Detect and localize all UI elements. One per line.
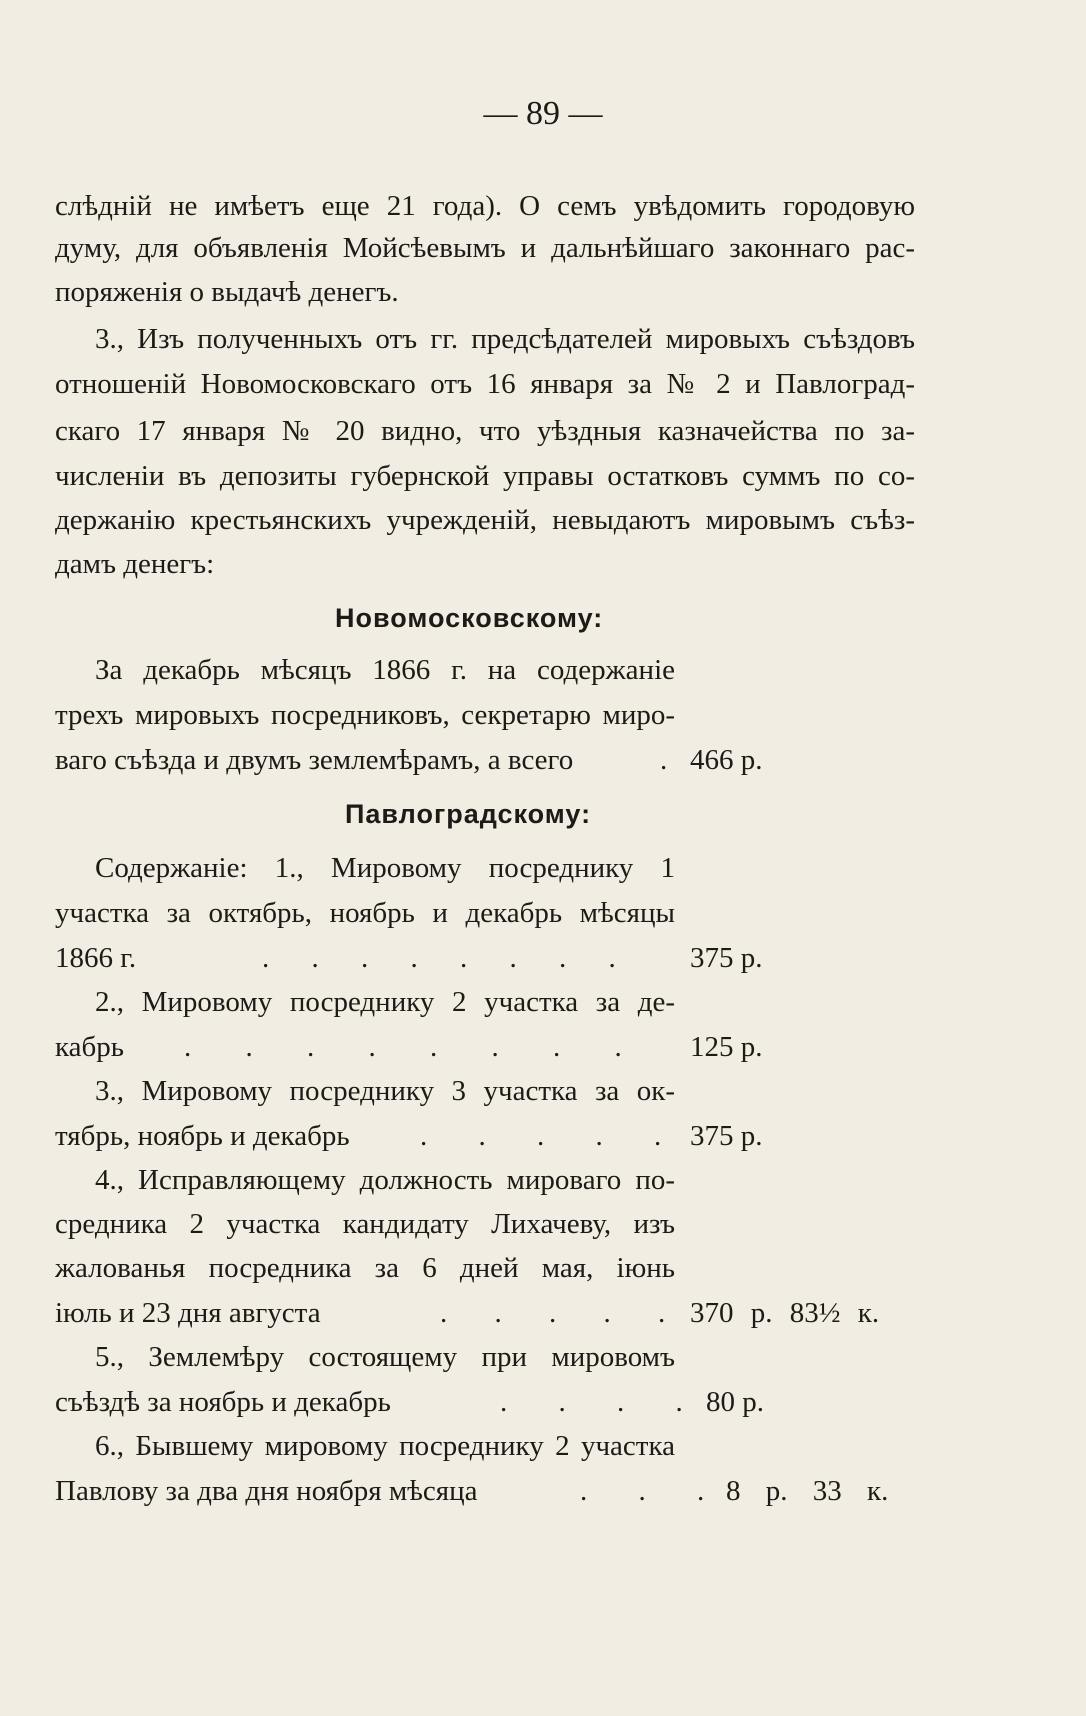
text-line: жалованья посредника за 6 дней мая, іюнь xyxy=(55,1252,675,1284)
text-line: поряженія о выдачѣ денегъ. xyxy=(55,276,399,308)
text-line: 1866 г. xyxy=(55,942,137,974)
amount: 375 р. xyxy=(690,1120,763,1152)
dot-leader: . . . . . . . . xyxy=(184,1031,622,1063)
text-line: 5., Землемѣру состоящему при мировомъ xyxy=(95,1341,675,1373)
dot-leader: . . . . . . . . xyxy=(262,942,616,974)
amount: 466 р. xyxy=(690,744,763,776)
text-line: 3., Мировому посреднику 3 участка за ок- xyxy=(95,1075,675,1107)
text-line: іюль и 23 дня августа xyxy=(55,1297,321,1329)
text-line: 2., Мировому посреднику 2 участка за де- xyxy=(95,986,675,1018)
text-line: дамъ денегъ: xyxy=(55,548,215,580)
text-line: держанію крестьянскихъ учрежденій, невыдаютъ мировымъ съѣз- xyxy=(55,504,915,536)
text-line: скаго 17 января № 20 видно, что уѣздныя казначейства по за- xyxy=(55,415,915,447)
text-line: думу, для объявленія Мойсѣевымъ и дальнѣйшаго законнаго рас- xyxy=(55,232,915,264)
amount: 370 р. 83½ к. xyxy=(690,1297,880,1329)
text-line: ваго съѣзда и двумъ землемѣрамъ, а всего xyxy=(55,744,574,776)
dot-leader: . . . . xyxy=(500,1386,683,1418)
amount: 80 р. xyxy=(706,1386,764,1418)
text-line: 4., Исправляющему должность мироваго по- xyxy=(95,1164,675,1196)
dot-leader: . . . xyxy=(580,1475,705,1507)
text-line: кабрь xyxy=(55,1031,125,1063)
section-heading: Новомосковскому: xyxy=(335,603,604,633)
text-line: тябрь, ноябрь и декабрь xyxy=(55,1120,350,1152)
dot-leader: . . . . . xyxy=(440,1297,666,1329)
text-line: трехъ мировыхъ посредниковъ, секретарю миро- xyxy=(55,699,675,731)
text-line: численіи въ депозиты губернской управы остатковъ суммъ по со- xyxy=(55,460,915,492)
page-number: — 89 — xyxy=(483,95,603,132)
text-line: участка за октябрь, ноябрь и декабрь мѣсяцы xyxy=(55,897,675,929)
text-line: средника 2 участка кандидату Лихачеву, изъ xyxy=(55,1208,675,1240)
dot-leader: . xyxy=(660,744,668,776)
text-line: 3., Изъ полученныхъ отъ гг. предсѣдателей мировыхъ съѣздовъ xyxy=(95,323,915,355)
amount: 8 р. 33 к. xyxy=(726,1475,889,1507)
amount: 375 р. xyxy=(690,942,763,974)
text-line: Содержаніе: 1., Мировому посреднику 1 xyxy=(95,852,675,884)
text-line: За декабрь мѣсяцъ 1866 г. на содержаніе xyxy=(95,654,675,686)
text-line: съѣздѣ за ноябрь и декабрь xyxy=(55,1386,391,1418)
section-heading: Павлоградскому: xyxy=(345,799,592,829)
amount: 125 р. xyxy=(690,1031,763,1063)
dot-leader: . . . . . xyxy=(420,1120,662,1152)
text-line: 6., Бывшему мировому посреднику 2 участка xyxy=(95,1430,675,1462)
text-line: слѣдній не имѣетъ еще 21 года). О семъ увѣдомить городовую xyxy=(55,190,915,222)
text-line: Павлову за два дня ноября мѣсяца xyxy=(55,1475,478,1507)
text-line: отношеній Новомосковскаго отъ 16 января за № 2 и Павлоград- xyxy=(55,368,915,400)
